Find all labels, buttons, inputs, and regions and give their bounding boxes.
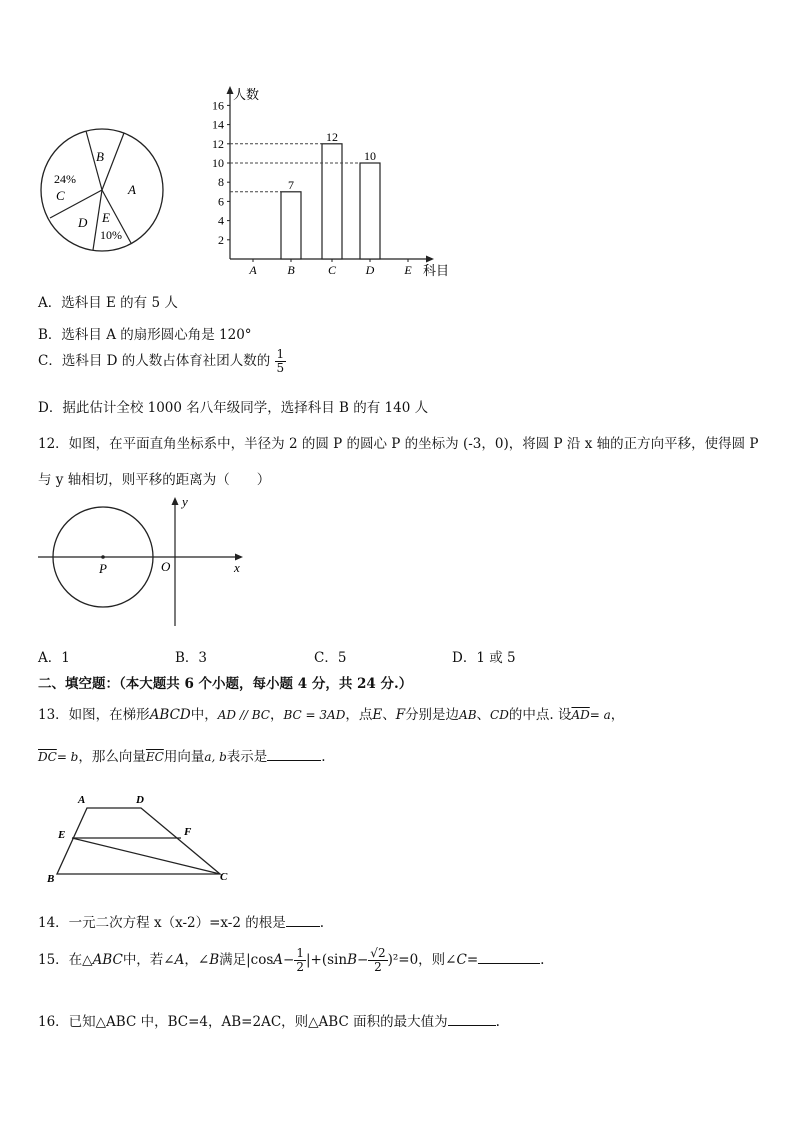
pie-label-c: C	[56, 188, 65, 203]
y-tick-label: 16	[212, 98, 224, 113]
q11-option-a: A．选科目 E 的有 5 人	[38, 295, 178, 311]
q15-text: 15．在△	[38, 952, 93, 968]
q14-text: .	[319, 915, 325, 931]
q13-vector-ad: $\overline{AD}$	[571, 708, 590, 722]
q15-triangle-name: ABC	[92, 952, 123, 968]
q15-text: 中，若∠	[122, 952, 175, 968]
q11-option-c-text: C．选科目 D 的人数占体育社团人数的	[38, 353, 271, 369]
q13-vector-dc: $\overline{DC}$	[38, 750, 57, 764]
x-tick-label: C	[327, 263, 337, 277]
fraction-denominator: 2	[374, 960, 382, 974]
q13-text: 、	[476, 707, 491, 723]
x-axis-title: 科目	[423, 263, 450, 278]
fraction-numerator: √2	[370, 946, 386, 960]
q15-minus: −	[283, 952, 295, 968]
q15-text: )²=0，则∠	[387, 952, 457, 968]
fraction-denominator: 5	[276, 361, 285, 375]
bar-b	[281, 192, 301, 259]
q14-answer-blank[interactable]	[286, 914, 320, 927]
y-tick-label: 2	[218, 232, 224, 247]
pie-label-e: E	[102, 210, 110, 225]
center-p-dot	[101, 555, 105, 559]
q13-stem-line2	[38, 745, 326, 765]
q13-text: 的中点. 设	[508, 707, 572, 723]
label-p: P	[99, 561, 107, 576]
q13-text: 中，	[190, 707, 218, 723]
q13-ratio: BC = 3AD	[283, 708, 346, 722]
y-tick-label: 4	[218, 213, 224, 228]
y-tick-label: 14	[212, 117, 224, 132]
fraction-numerator: 1	[276, 347, 285, 361]
q13-text: 用向量	[163, 749, 205, 765]
y-axis-arrow-icon	[172, 497, 179, 505]
q13-vector-ec: $\overline{EC}$	[145, 750, 164, 764]
q13-vectors-ab: a, b	[204, 750, 227, 764]
q11-option-c-fraction	[275, 348, 287, 375]
q15-angle-c: C	[456, 952, 467, 968]
bar-value-label: 10	[364, 149, 376, 163]
label-x: x	[234, 560, 240, 575]
vertex-c: C	[220, 871, 228, 883]
q15-angle-b: B	[209, 952, 220, 968]
q13-text: 表示是	[226, 749, 268, 765]
q12-stem-line1: 12．如图，在平面直角坐标系中，半径为 2 的圆 P 的圆心 P 的坐标为 (-3，0)，将圆 P 沿 x 轴的正方向平移，使得圆 P	[38, 436, 759, 452]
q13-text: 、	[382, 707, 396, 723]
q15-angle-a: A	[273, 952, 284, 968]
y-tick-label: 8	[218, 175, 224, 190]
y-tick-label: 12	[212, 136, 224, 151]
label-y: y	[182, 494, 188, 509]
y-tick-label: 10	[212, 156, 224, 170]
q13-point-f: F	[395, 707, 406, 723]
bar-value-label: 7	[288, 177, 294, 192]
bar-d	[360, 163, 380, 259]
x-tick-label: E	[404, 263, 412, 277]
q14-stem	[38, 911, 324, 931]
q13-text: ，点	[345, 707, 373, 723]
q15-fraction-root2	[368, 947, 387, 974]
q15-answer-blank[interactable]	[478, 951, 540, 964]
y-axis-title: 人数	[233, 87, 260, 102]
q13-text: ，那么向量	[78, 749, 146, 765]
q15-angle-b: B	[347, 952, 357, 968]
q12-option-b: B．3	[175, 650, 208, 666]
q13-answer-blank[interactable]	[267, 748, 321, 761]
q15-text: =	[466, 952, 479, 968]
q13-side-cd: CD	[490, 708, 509, 722]
q16-text: 16．已知△ABC 中，BC=4，AB=2AC，则△ABC 面积的最大值为	[38, 1014, 448, 1030]
q15-text: 满足|cos	[219, 952, 274, 968]
q11-option-c	[38, 348, 286, 375]
q13-trapezoid-name: ABCD	[149, 707, 191, 723]
q15-text: ，∠	[184, 952, 210, 968]
section-heading: 二、填空题：（本大题共 6 个小题，每小题 4 分，共 24 分.）	[38, 676, 413, 692]
x-tick-label: D	[365, 263, 375, 277]
q13-stem-line1	[38, 703, 624, 723]
vertex-a: A	[78, 794, 86, 806]
pie-label-d: D	[78, 215, 88, 230]
pie-label-c-percent: 24%	[54, 172, 76, 186]
bar-chart	[195, 82, 455, 280]
q15-text: |+(sin	[305, 952, 348, 968]
vertex-f: F	[184, 826, 192, 838]
q12-figure	[36, 494, 251, 629]
pie-chart	[38, 105, 168, 255]
fraction-denominator: 2	[296, 960, 304, 974]
vertex-d: D	[136, 794, 144, 806]
q12-option-c: C．5	[314, 650, 347, 666]
vertex-b: B	[47, 873, 55, 885]
bar-value-label: 12	[326, 129, 338, 144]
fraction-numerator: 1	[296, 946, 304, 960]
q12-stem-line2: 与 y 轴相切，则平移的距离为（ ）	[38, 472, 271, 488]
q13-side-ab: AB	[459, 708, 477, 722]
q14-text: 14．一元二次方程 x（x-2）=x-2 的根是	[38, 915, 286, 931]
pie-label-a: A	[128, 182, 136, 197]
q13-trapezoid-figure	[42, 790, 242, 886]
x-tick-label: B	[287, 263, 295, 277]
q11-option-b: B．选科目 A 的扇形圆心角是 120°	[38, 327, 252, 343]
pie-label-b: B	[96, 149, 104, 164]
x-axis-arrow-icon	[426, 256, 434, 263]
q15-stem	[38, 947, 544, 974]
q11-option-d: D．据此估计全校 1000 名八年级同学，选择科目 B 的有 140 人	[38, 400, 429, 416]
label-o: O	[161, 559, 171, 574]
q16-stem	[38, 1010, 500, 1030]
q13-text: 分别是边	[405, 707, 460, 723]
q13-text: 13．如图，在梯形	[38, 707, 150, 723]
q16-text: .	[495, 1014, 500, 1030]
x-tick-label: A	[249, 263, 257, 277]
q12-option-d: D．1 或 5	[452, 650, 516, 666]
trapezoid-abcd	[57, 808, 220, 874]
q13-vector-b: = b	[56, 750, 79, 764]
q15-angle-a: A	[174, 952, 185, 968]
q13-vector-a: = a	[589, 708, 611, 722]
q15-fraction-half	[294, 947, 306, 974]
q16-answer-blank[interactable]	[448, 1013, 496, 1026]
q13-text: ，	[270, 707, 284, 723]
pie-sector-line	[102, 133, 124, 190]
q13-parallel: AD // BC	[217, 708, 270, 722]
bar-c	[322, 144, 342, 259]
q15-text: .	[540, 952, 545, 968]
vertex-e: E	[58, 829, 66, 841]
y-tick-label: 6	[218, 194, 224, 209]
pie-label-e-percent: 10%	[100, 228, 122, 242]
q12-option-a: A．1	[38, 650, 70, 666]
q15-minus: −	[356, 952, 369, 968]
q13-text: ，	[610, 707, 625, 723]
q13-point-e: E	[372, 707, 383, 723]
q13-text: .	[321, 749, 326, 765]
